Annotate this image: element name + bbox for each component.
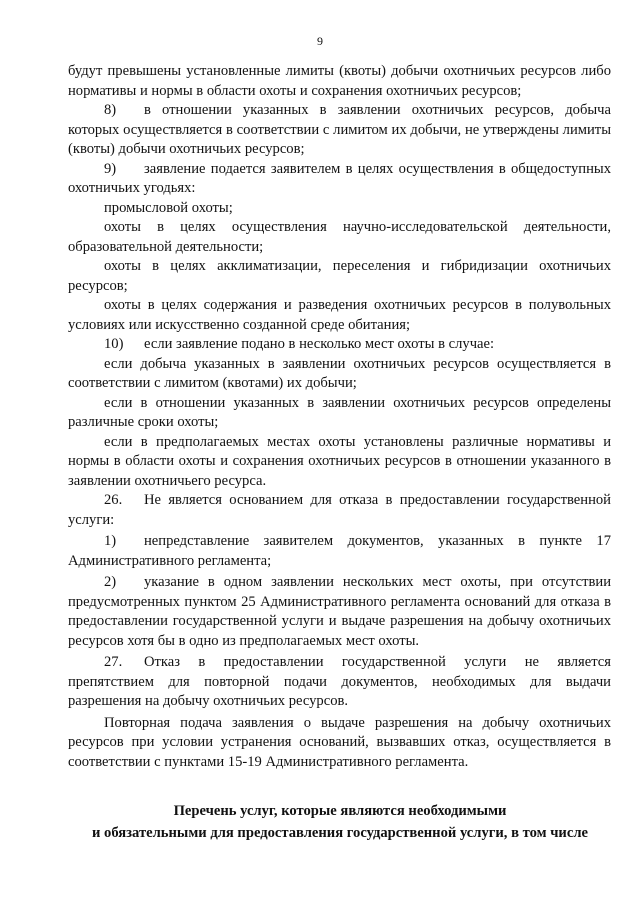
paragraph: охоты в целях акклиматизации, переселения и гибридизации охотничьих ресурсов; bbox=[68, 258, 611, 294]
paragraph: Повторная подача заявления о выдаче разрешения на добычу охотничьих ресурсов при условии устранения оснований, вызвавших отказ, осуществляется в соответствии с пунктами 15-19 Административного регламента. bbox=[68, 714, 611, 770]
paragraph: 8) в отношении указанных в заявлении охотничьих ресурсов, добыча которых осуществляется в соответствии с лимитом их добычи, не утверждены лимиты (квоты) добычи охотничьих ресурсов; bbox=[68, 102, 611, 157]
heading-line: и обязательными для предоставления государственной услуги, в том числе bbox=[92, 825, 588, 841]
paragraph: будут превышены установленные лимиты (квоты) добычи охотничьих ресурсов либо нормативы и нормы в области охоты и сохранения охотничьих ресурсов; bbox=[68, 63, 611, 99]
paragraph: если в предполагаемых местах охоты установлены различные нормативы и нормы в области охоты и сохранения охотничьих ресурсов в отношении указанного в заявлении охотничьего ресурса. bbox=[68, 433, 611, 489]
paragraph: 26. Не является основанием для отказа в предоставлении государственной услуги: bbox=[68, 492, 611, 528]
section-heading bbox=[40, 800, 640, 844]
paragraph: 27. Отказ в предоставлении государственной услуги не является препятствием для повторной подачи документов, необходимых для выдачи разрешения на добычу охотничьих ресурсов. bbox=[68, 654, 611, 709]
page-number: 9 bbox=[317, 34, 323, 48]
paragraph: промысловой охоты; bbox=[104, 199, 233, 216]
paragraph: 1) непредставление заявителем документов, указанных в пункте 17 Административного регламента; bbox=[68, 533, 611, 569]
paragraph: охоты в целях осуществления научно-исследовательской деятельности, образовательной деятельности; bbox=[68, 219, 611, 255]
paragraph: если добыча указанных в заявлении охотничьих ресурсов осуществляется в соответствии с лимитом (квотами) их добычи; bbox=[68, 355, 611, 391]
paragraph: 10) если заявление подано в несколько мест охоты в случае: bbox=[104, 336, 495, 352]
paragraph: 2) указание в одном заявлении нескольких мест охоты, при отсутствии предусмотренных пунктом 25 Административного регламента оснований для отказа в предоставлении государственной услуги и выдаче разрешения на добычу охотничьих ресурсов хотя бы в одно из предполагаемых мест охоты. bbox=[68, 574, 611, 649]
heading-line: Перечень услуг, которые являются необходимыми bbox=[173, 803, 507, 819]
paragraph: 9) заявление подается заявителем в целях осуществления в общедоступных охотничьих угодьях: bbox=[68, 160, 611, 196]
document-body bbox=[68, 62, 611, 772]
paragraph: охоты в целях содержания и разведения охотничьих ресурсов в полувольных условиях или искусственно созданной среде обитания; bbox=[68, 297, 611, 333]
paragraph: если в отношении указанных в заявлении охотничьих ресурсов определены различные сроки охоты; bbox=[68, 394, 611, 430]
